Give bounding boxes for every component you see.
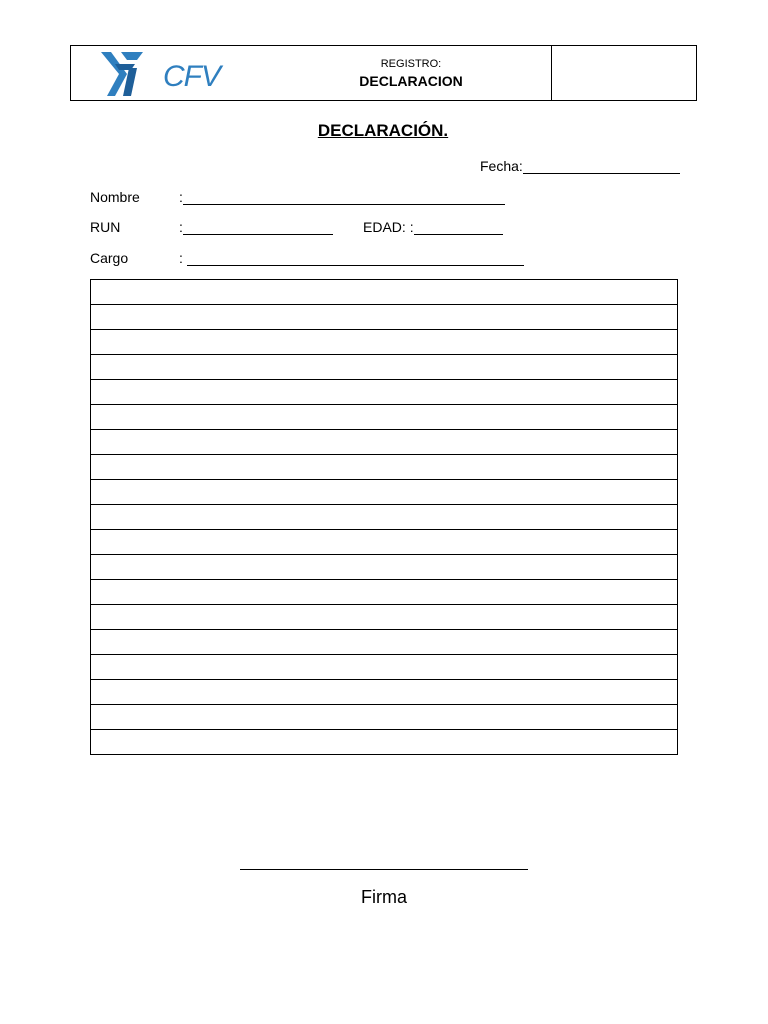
register-label: REGISTRO: bbox=[380, 58, 442, 70]
run-input-line[interactable] bbox=[183, 221, 333, 235]
declaration-line[interactable] bbox=[91, 280, 678, 305]
declaration-line[interactable] bbox=[91, 380, 678, 405]
table-row bbox=[91, 680, 678, 705]
table-row bbox=[91, 705, 678, 730]
table-row bbox=[91, 305, 678, 330]
cargo-separator: : bbox=[179, 250, 183, 266]
declaration-line[interactable] bbox=[91, 405, 678, 430]
table-row bbox=[91, 380, 678, 405]
declaration-line[interactable] bbox=[91, 305, 678, 330]
table-row bbox=[91, 330, 678, 355]
declaration-line[interactable] bbox=[91, 480, 678, 505]
cargo-input-line[interactable] bbox=[187, 252, 524, 266]
edad-input-line[interactable] bbox=[414, 221, 503, 235]
page-title: DECLARACIÓN. bbox=[317, 121, 449, 140]
declaration-line[interactable] bbox=[91, 630, 678, 655]
cargo-label: Cargo bbox=[90, 250, 129, 266]
table-row bbox=[91, 580, 678, 605]
declaration-line[interactable] bbox=[91, 680, 678, 705]
declaration-lines-table bbox=[90, 279, 678, 755]
date-label: Fecha: bbox=[480, 158, 523, 174]
table-row bbox=[91, 655, 678, 680]
declaration-line[interactable] bbox=[91, 705, 678, 730]
signature-label: Firma bbox=[361, 887, 407, 907]
table-row bbox=[91, 530, 678, 555]
declaration-line[interactable] bbox=[91, 605, 678, 630]
run-field[interactable] bbox=[179, 219, 333, 235]
declaration-lines-body bbox=[91, 280, 678, 755]
table-row bbox=[91, 605, 678, 630]
logo-text: CFV bbox=[163, 60, 220, 93]
table-row bbox=[91, 630, 678, 655]
register-title: DECLARACION bbox=[359, 73, 463, 89]
cargo-field[interactable] bbox=[179, 250, 524, 266]
table-row bbox=[91, 455, 678, 480]
table-row bbox=[91, 430, 678, 455]
company-logo bbox=[97, 50, 220, 98]
table-row bbox=[91, 480, 678, 505]
edad-separator: : bbox=[409, 219, 414, 235]
declaration-line[interactable] bbox=[91, 730, 678, 755]
declaration-line[interactable] bbox=[91, 655, 678, 680]
nombre-input-line[interactable] bbox=[183, 191, 505, 205]
table-row bbox=[91, 405, 678, 430]
declaration-line[interactable] bbox=[91, 555, 678, 580]
nombre-separator: : bbox=[179, 189, 183, 205]
run-separator: : bbox=[179, 219, 183, 235]
table-row bbox=[91, 280, 678, 305]
table-row bbox=[91, 730, 678, 755]
header-box bbox=[70, 45, 697, 101]
table-row bbox=[91, 355, 678, 380]
date-field[interactable] bbox=[480, 158, 680, 174]
nombre-label: Nombre bbox=[90, 189, 140, 205]
declaration-line[interactable] bbox=[91, 530, 678, 555]
declaration-line[interactable] bbox=[91, 455, 678, 480]
signature-line[interactable] bbox=[240, 869, 528, 870]
table-row bbox=[91, 505, 678, 530]
nombre-field[interactable] bbox=[179, 189, 505, 205]
declaration-line[interactable] bbox=[91, 330, 678, 355]
date-input-line[interactable] bbox=[523, 160, 680, 174]
declaration-line[interactable] bbox=[91, 355, 678, 380]
logo-mark-icon bbox=[97, 50, 157, 98]
header-divider bbox=[551, 46, 552, 100]
declaration-line[interactable] bbox=[91, 580, 678, 605]
declaration-line[interactable] bbox=[91, 430, 678, 455]
table-row bbox=[91, 555, 678, 580]
edad-label: EDAD: bbox=[363, 219, 406, 235]
declaration-line[interactable] bbox=[91, 505, 678, 530]
run-label: RUN bbox=[90, 219, 121, 235]
edad-field[interactable] bbox=[363, 219, 503, 235]
